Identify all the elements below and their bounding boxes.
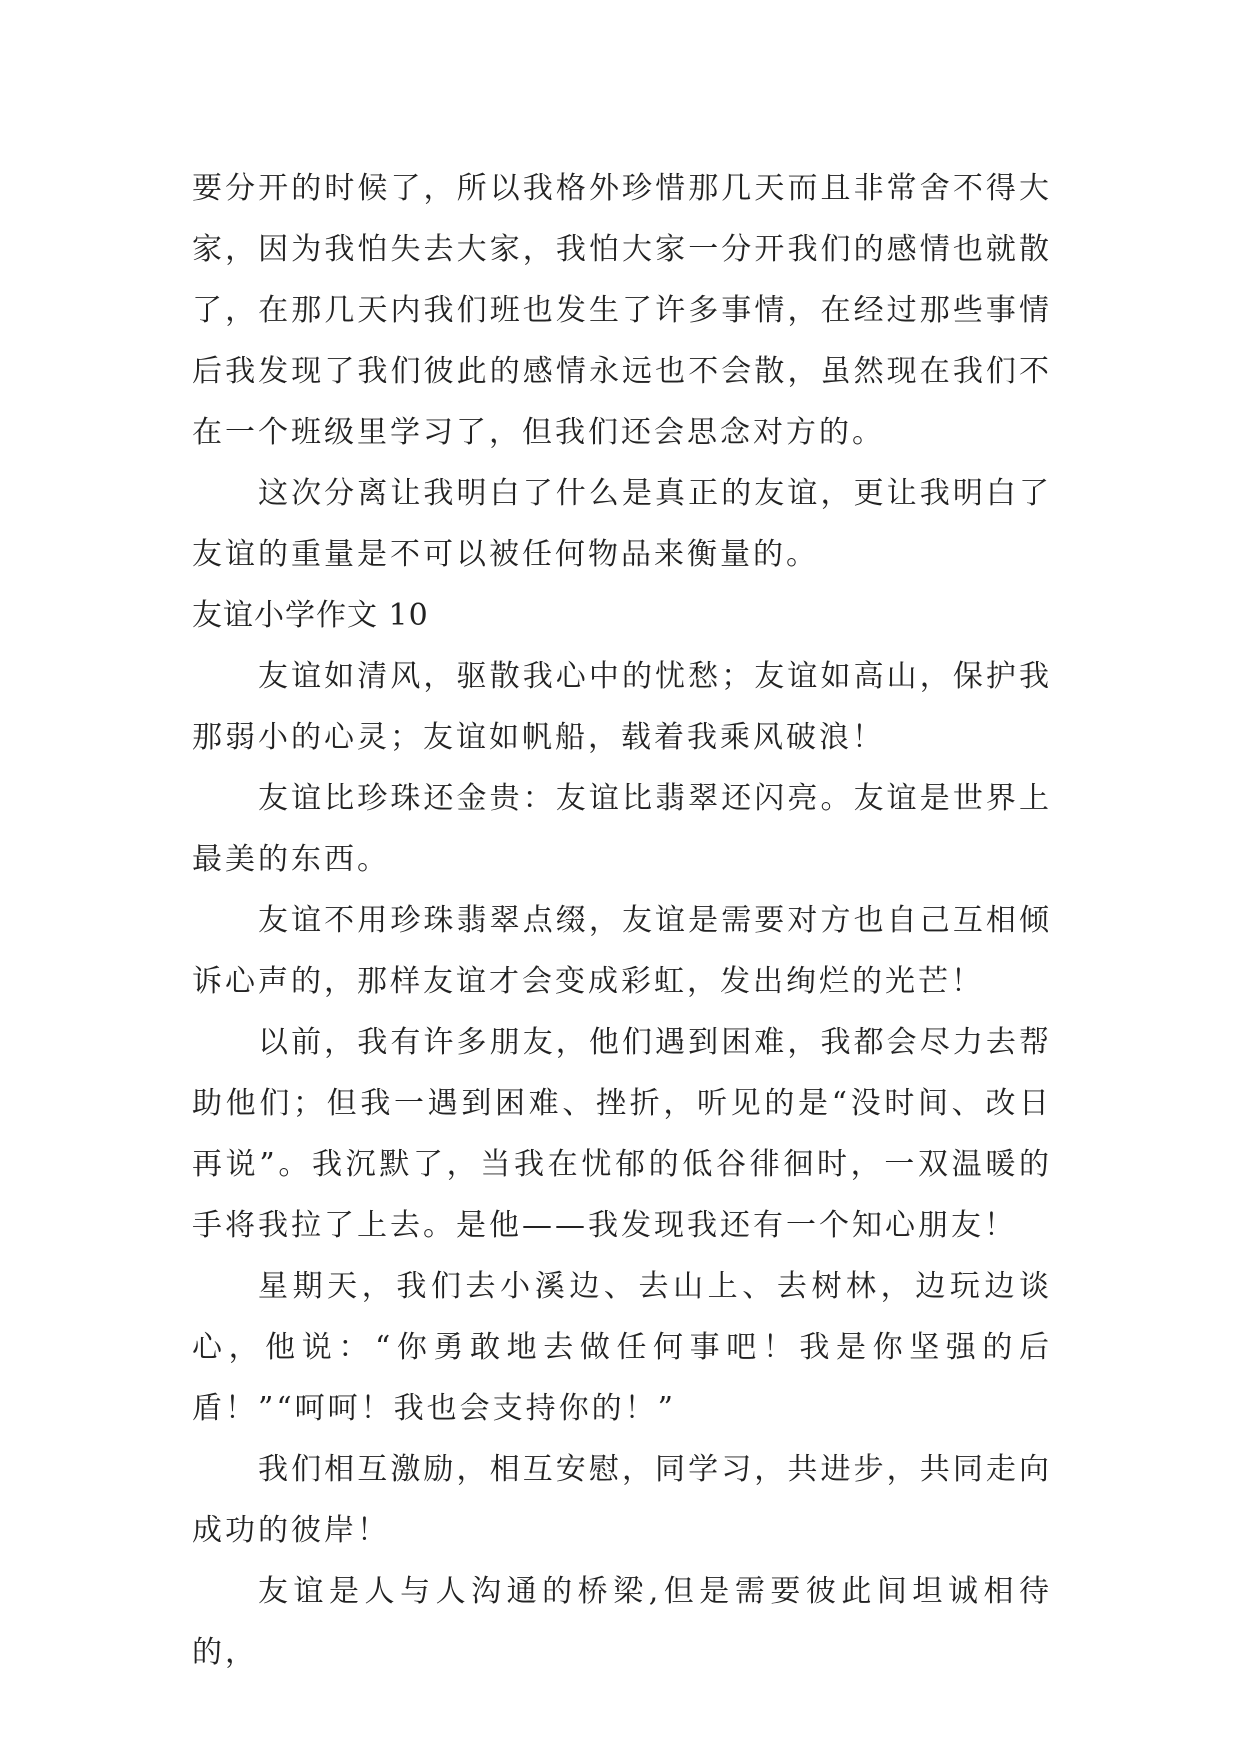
- paragraph-continued: 要分开的时候了，所以我格外珍惜那几天而且非常舍不得大家，因为我怕失去大家，我怕大家一分开我们的感情也就散了，在那几天内我们班也发生了许多事情，在经过那些事情后我发现了我们彼此的感情永远也不会散，虽然现在我们不在一个班级里学习了，但我们还会思念对方的。: [192, 171, 1052, 450]
- paragraph: 友谊如清风，驱散我心中的忧愁；友谊如高山，保护我那弱小的心灵；友谊如帆船，载着我乘风破浪！: [192, 659, 1052, 755]
- paragraph: 友谊比珍珠还金贵：友谊比翡翠还闪亮。友谊是世界上最美的东西。: [192, 781, 1052, 877]
- paragraph: 我们相互激励，相互安慰，同学习，共进步，共同走向成功的彼岸！: [192, 1452, 1052, 1548]
- paragraph-truncated: 友谊是人与人沟通的桥梁,但是需要彼此间坦诚相待的，: [192, 1574, 1052, 1670]
- paragraph: 友谊不用珍珠翡翠点缀，友谊是需要对方也自己互相倾诉心声的，那样友谊才会变成彩虹，发出绚烂的光芒！: [192, 903, 1052, 999]
- paragraph: 以前，我有许多朋友，他们遇到困难，我都会尽力去帮助他们；但我一遇到困难、挫折，听见的是“没时间、改日再说”。我沉默了，当我在忧郁的低谷徘徊时，一双温暖的手将我拉了上去。是他——我发现我还有一个知心朋友！: [192, 1025, 1052, 1243]
- paragraph: 星期天，我们去小溪边、去山上、去树林，边玩边谈心，他说：“你勇敢地去做任何事吧！我是你坚强的后盾！”“呵呵！我也会支持你的！”: [192, 1269, 1052, 1426]
- paragraph: 这次分离让我明白了什么是真正的友谊，更让我明白了友谊的重量是不可以被任何物品来衡量的。: [192, 476, 1052, 572]
- essay-heading: 友谊小学作文 10: [192, 598, 429, 633]
- document-body: [192, 158, 1052, 1683]
